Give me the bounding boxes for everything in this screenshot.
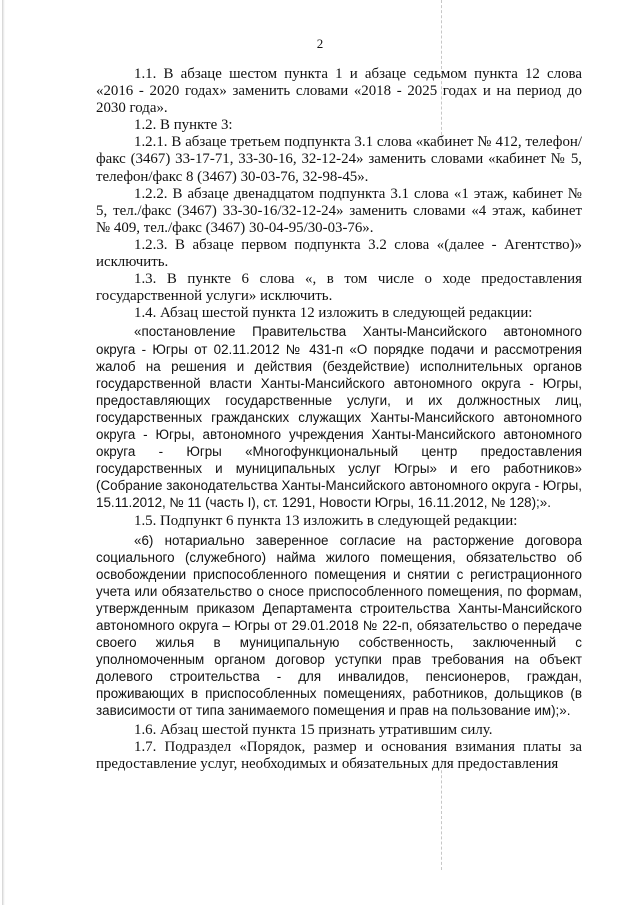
paragraph-1-5: 1.5. Подпункт 6 пункта 13 изложить в следующей редакции: — [134, 513, 518, 530]
quoted-regulation: «постановление Правительства Ханты-Мансийского автономного округа - Югры от 02.11.2012 № 431-п «О порядке подачи и рассмотрения жалоб на решения и действия (бездействие) исполнительных органов государственной власти Ханты-Мансийского автономного округа - Югры, предоставляющих государственные услуги, и их должностных лиц, государственных гражданских служащих Ханты-Мансийского автономного округа - Югры, автономного учреждения Ханты-Мансийского автономного округа - Югры «Многофункциональный центр предоставления государственных и муниципальных услуг Югры» и его работников» (Собрание законодательства Ханты-Мансийского автономного округа - Югры, 15.11.2012, № 11 (часть I), ст. 1291, Новости Югры, 16.11.2012, № 128);». — [96, 324, 582, 511]
scan-fold-line — [441, 760, 442, 870]
paragraph-1-2-3: 1.2.3. В абзаце первом подпункта 3.2 слова «(далее - Агентство)» исключить. — [96, 236, 582, 271]
paragraph-1-2-2: 1.2.2. В абзаце двенадцатом подпункта 3.1 слова «1 этаж, кабинет № 5, тел./факс (3467) 33-30-16/32-12-24» заменить словами «4 этаж, кабинет № 409, тел./факс (3467) 30-04-95/30-03-76». — [96, 185, 582, 236]
paragraph-1-7: 1.7. Подраздел «Порядок, размер и основания взимания платы за предоставление услуг, необходимых и обязательных для предоставления — [96, 738, 582, 772]
paragraph-1-3: 1.3. В пункте 6 слова «, в том числе о ходе предоставления государственной услуги» исключить. — [96, 271, 582, 305]
scan-edge — [2, 0, 5, 905]
paragraph-1-2-1: 1.2.1. В абзаце третьем подпункта 3.1 слова «кабинет № 412, телефон/факс (3467) 33-17-71, 33-30-16, 32-12-24» заменить словами «кабинет № 5, телефон/факс 8 (3467) 30-03-76, 32-98-45». — [96, 134, 582, 185]
quoted-subpoint-6: «6) нотариально заверенное согласие на расторжение договора социального (служебного) найма жилого помещения, обязательство об освобождении приспособленного помещения и снятии с регистрационного учета или обязательство о сносе приспособленного помещения, по формам, утвержденным приказом Департамента строительства Ханты-Мансийского автономного округа – Югры от 29.01.2018 № 22-п, обязательство о передаче своего жилья в муниципальную собственность, заключенный с уполномоченным органом договор уступки прав требования на объект долевого строительства - для инвалидов, пенсионеров, граждан, проживающих в приспособленных помещениях, работников, дольщиков (в зависимости от типа занимаемого помещения и прав на пользование им);». — [96, 532, 582, 719]
paragraph-1-1: 1.1. В абзаце шестом пункта 1 и абзаце седьмом пункта 12 слова «2016 - 2020 годах» заменить словами «2018 - 2025 годах и на период до 2030 года». — [96, 66, 582, 117]
paragraph-1-4: 1.4. Абзац шестой пункта 12 изложить в следующей редакции: — [134, 305, 533, 322]
paragraph-1-2: 1.2. В пункте 3: — [134, 117, 233, 134]
paragraph-1-6: 1.6. Абзац шестой пункта 15 признать утратившим силу. — [134, 721, 493, 738]
document-body — [96, 66, 582, 773]
page-number: 2 — [316, 36, 324, 51]
